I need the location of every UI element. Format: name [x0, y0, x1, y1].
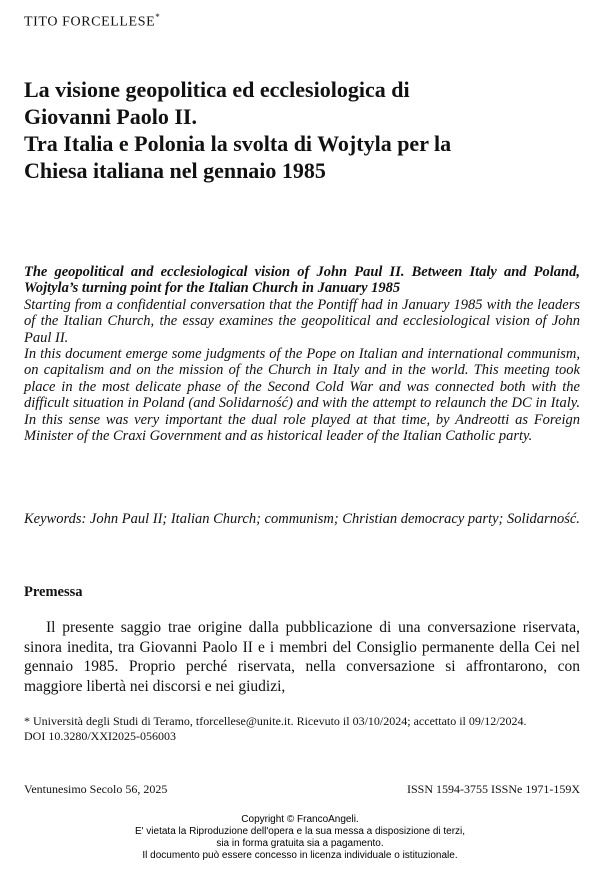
abstract-paragraph: Starting from a confidential conversation that the Pontiff had in January 1985 with the leaders of the Italian Church, the essay examines the geopolitical and ecclesiological vision of John Paul II. [24, 296, 580, 346]
footnote-affiliation: * Università degli Studi di Teramo, tforcellese@unite.it. Ricevuto il 03/10/2024; accettato il 09/12/2024. [24, 714, 527, 728]
copyright-line: Copyright © FrancoAngeli. [241, 814, 359, 825]
footnote-doi: DOI 10.3280/XXI2025-056003 [24, 728, 176, 743]
copyright-notice [0, 814, 600, 862]
author-text: TITO FORCELLESE [24, 14, 156, 30]
journal-issn: ISSN 1594-3755 ISSNe 1971-159X [406, 782, 580, 796]
title-line: Chiesa italiana nel gennaio 1985 [24, 158, 326, 183]
journal-info [24, 782, 580, 797]
author-footnote-mark: * [155, 12, 161, 22]
copyright-line: Il documento può essere concesso in licenza individuale o istituzionale. [142, 850, 458, 861]
section-heading: Premessa [24, 584, 83, 600]
abstract [24, 264, 580, 444]
title-line: Giovanni Paolo II. [24, 104, 197, 129]
copyright-line: sia in forma gratuita sia a pagamento. [216, 838, 384, 849]
journal-issue: Ventunesimo Secolo 56, 2025 [24, 782, 168, 796]
body-paragraph: Il presente saggio trae origine dalla pubblicazione di una conversazione riservata, sinora inedita, tra Giovanni Paolo II e i membri del Consiglio permanente della Cei nel gennaio 1985. Proprio perché riservata, nella conversazione si affrontarono, con maggiore libertà nei discorsi e nei giudizi, [24, 619, 580, 695]
title-line: La visione geopolitica ed ecclesiologica di [24, 77, 410, 102]
keywords: Keywords: John Paul II; Italian Church; communism; Christian democracy party; Solidarność. [24, 511, 580, 527]
abstract-paragraph: In this document emerge some judgments of the Pope on Italian and international communism, on capitalism and on the mission of the Church in Italy and in the world. This meeting took place in the most delicate phase of the Second Cold War and was connected both with the difficult situation in Poland (and Solidarność) and with the attempt to relaunch the DC in Italy. In this sense was very important the dual role played at that time, by Andreotti as Foreign Minister of the Craxi Government and as historical leader of the Italian Catholic party. [24, 346, 580, 445]
article-title [24, 76, 576, 184]
title-line: Tra Italia e Polonia la svolta di Wojtyla per la [24, 131, 452, 156]
copyright-line: E' vietata la Riproduzione dell'opera e la sua messa a disposizione di terzi, [134, 826, 466, 837]
footnote [24, 714, 580, 743]
abstract-title: The geopolitical and ecclesiological vision of John Paul II. Between Italy and Poland, Wojtyla’s turning point for the Italian Church in January 1985 [24, 264, 580, 297]
author-name [24, 12, 160, 31]
